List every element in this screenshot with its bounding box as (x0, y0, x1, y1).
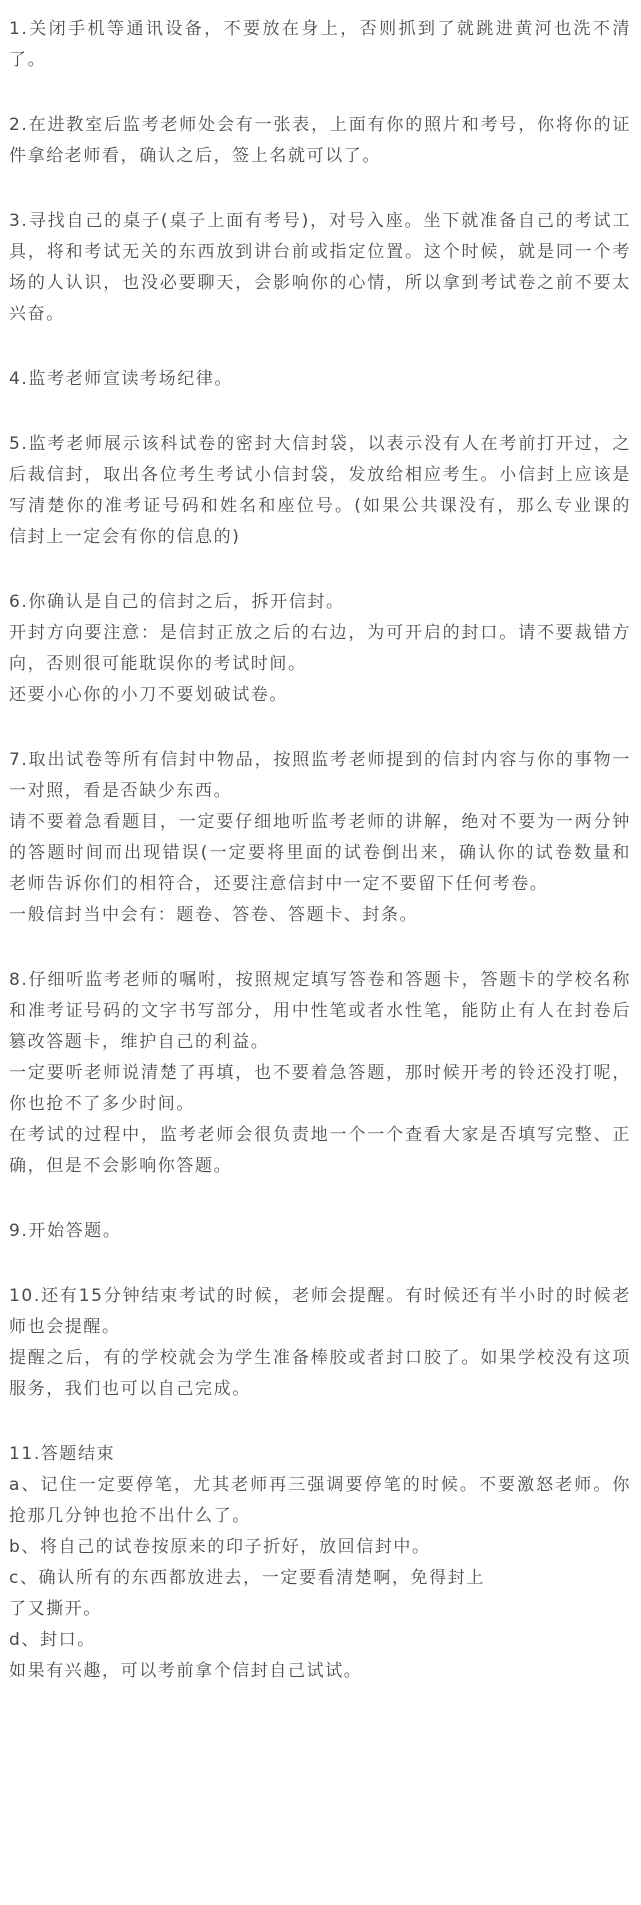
paragraph: 7.取出试卷等所有信封中物品，按照监考老师提到的信封内容与你的事物一一对照，看是否缺少东西。 (9, 750, 631, 801)
paragraph: 提醒之后，有的学校就会为学生准备棒胶或者封口胶了。如果学校没有这项服务，我们也可以自己完成。 (9, 1348, 631, 1399)
step-3 (9, 206, 631, 330)
paragraph: 8.仔细听监考老师的嘱咐，按照规定填写答卷和答题卡，答题卡的学校名称和准考证号码的文字书写部分，用中性笔或者水性笔，能防止有人在封卷后篡改答题卡，维护自己的利益。 (9, 970, 631, 1052)
step-11 (9, 1439, 631, 1687)
step-2 (9, 110, 631, 172)
paragraph: 还要小心你的小刀不要划破试卷。 (9, 685, 288, 705)
paragraph: 4.监考老师宣读考场纪律。 (9, 369, 234, 389)
paragraph: 一般信封当中会有：题卷、答卷、答题卡、封条。 (9, 905, 419, 925)
paragraph: 请不要着急看题目，一定要仔细地听监考老师的讲解，绝对不要为一两分钟的答题时间而出现错误(一定要将里面的试卷倒出来，确认你的试卷数量和老师告诉你们的相符合，还要注意信封中一定不要留下任何考卷。 (9, 812, 631, 894)
paragraph: b、将自己的试卷按原来的印子折好，放回信封中。 (9, 1537, 431, 1557)
paragraph: 6.你确认是自己的信封之后，拆开信封。 (9, 592, 345, 612)
paragraph: 了又撕开。 (9, 1599, 102, 1619)
step-10 (9, 1281, 631, 1405)
step-1 (9, 14, 631, 76)
paragraph: 5.监考老师展示该科试卷的密封大信封袋，以表示没有人在考前打开过，之后裁信封，取出各位考生考试小信封袋，发放给相应考生。小信封上应该是写清楚你的准考证号码和姓名和座位号。(如果公共课没有，那么专业课的信封上一定会有你的信息的) (9, 434, 631, 547)
paragraph: 如果有兴趣，可以考前拿个信封自己试试。 (9, 1661, 363, 1681)
paragraph: c、确认所有的东西都放进去，一定要看清楚啊，免得封上 (9, 1568, 485, 1588)
paragraph: d、封口。 (9, 1630, 96, 1650)
paragraph: 3.寻找自己的桌子(桌子上面有考号)，对号入座。坐下就准备自己的考试工具，将和考试无关的东西放到讲台前或指定位置。这个时候，就是同一个考场的人认识，也没必要聊天，会影响你的心情，所以拿到考试卷之前不要太兴奋。 (9, 211, 631, 324)
paragraph: 10.还有15分钟结束考试的时候，老师会提醒。有时候还有半小时的时候老师也会提醒。 (9, 1286, 631, 1337)
paragraph: 在考试的过程中，监考老师会很负责地一个一个查看大家是否填写完整、正确，但是不会影响你答题。 (9, 1125, 631, 1176)
step-7 (9, 745, 631, 931)
paragraph: a、记住一定要停笔，尤其老师再三强调要停笔的时候。不要激怒老师。你抢那几分钟也抢不出什么了。 (9, 1475, 631, 1526)
paragraph: 一定要听老师说清楚了再填，也不要着急答题，那时候开考的铃还没打呢，你也抢不了多少时间。 (9, 1063, 631, 1114)
paragraph: 开封方向要注意：是信封正放之后的右边，为可开启的封口。请不要裁错方向，否则很可能耽误你的考试时间。 (9, 623, 631, 674)
paragraph: 11.答题结束 (9, 1444, 116, 1464)
step-9 (9, 1216, 631, 1247)
step-8 (9, 965, 631, 1182)
paragraph: 1.关闭手机等通讯设备，不要放在身上，否则抓到了就跳进黄河也洗不清了。 (9, 19, 631, 70)
step-6 (9, 587, 631, 711)
paragraph: 9.开始答题。 (9, 1221, 122, 1241)
step-4 (9, 364, 631, 395)
paragraph: 2.在进教室后监考老师处会有一张表，上面有你的照片和考号，你将你的证件拿给老师看，确认之后，签上名就可以了。 (9, 115, 631, 166)
step-5 (9, 429, 631, 553)
